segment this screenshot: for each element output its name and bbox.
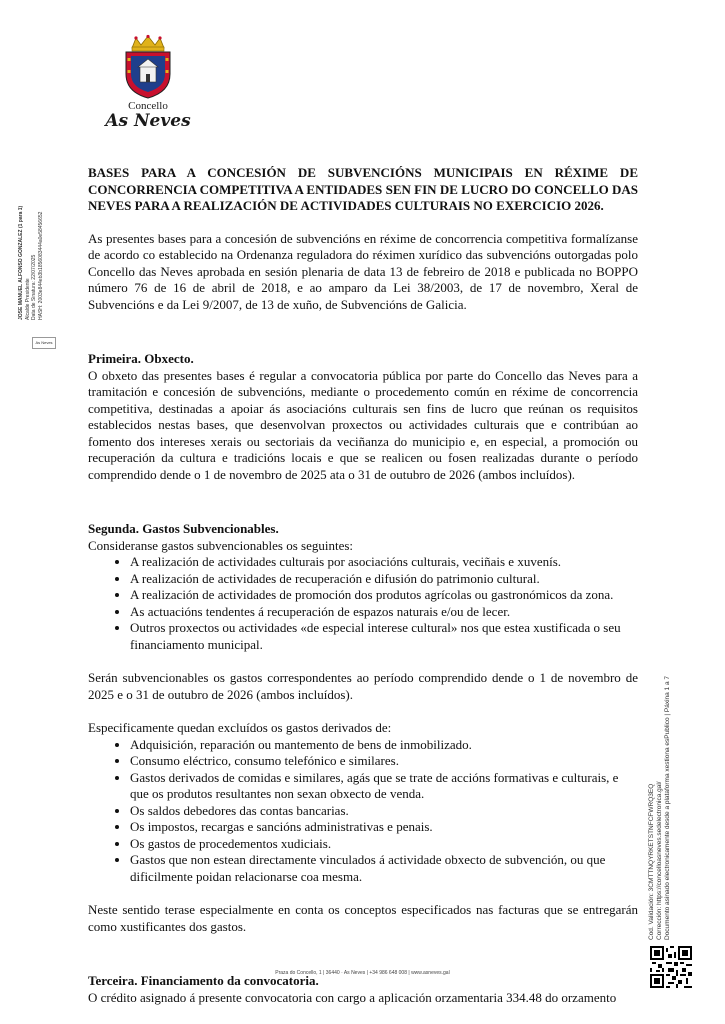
- list-item: • As actuacións tendentes á recuperación de espazos naturais e/ou de lecer.: [130, 604, 638, 621]
- spacer: [88, 483, 638, 521]
- signer-role: Alcalde Presidente: [24, 278, 31, 320]
- validation-url[interactable]: Corrección: https://concelloasneves.sedelectronica.gal/: [656, 781, 663, 940]
- section-heading-segunda: Segunda. Gastos Subvencionables.: [88, 521, 279, 536]
- list-item: • Adquisición, reparación ou mantemento de bens de inmobilizado.: [130, 737, 638, 754]
- coat-of-arms-icon: [118, 34, 178, 100]
- spacer: [88, 935, 638, 973]
- intro-paragraph: As presentes bases para a concesión de subvencións en réxime de concorrencia competitiva formalízanse de acordo co establecido na Ordenanza reguladora do réximen xurídico das subvencións outorgadas polo Concello das Neves aprobada en sesión plenaria de data 13 de febreiro de 2018 e publicada no BOPPO número 76 de 16 de abril de 2018, e ao amparo da Lei 38/2003, de 17 de novembro, Xeral de Subvencións e da Lei 9/2007, de 13 de xuño, de Subvencións de Galicia.: [88, 230, 638, 312]
- document-title: BASES PARA A CONCESIÓN DE SUBVENCIÓNS MUNICIPAIS EN RÉXIME DE CONCORRENCIA COMPETITIVA A ENTIDADES SEN FIN DE LUCRO DO CONCELLO DAS NEVES PARA A REALIZACIÓN DE ACTIVIDADES CULTURAIS NO EXERCICIO 2026.: [88, 165, 638, 213]
- signature-rotated-text: [18, 206, 44, 320]
- logo-text-as-neves: As Neves: [105, 111, 191, 131]
- section-heading-primeira: Primeira. Obxecto.: [88, 351, 194, 366]
- page-footer: Praza do Concello, 1 | 36440 · As Neves | +34 986 648 008 | www.asneves.gal: [275, 970, 450, 976]
- section-text-terceira: O crédito asignado á presente convocatoria con cargo a aplicación orzamentaria 334.48 do orzamento: [88, 989, 617, 1005]
- eligible-expenses-list: [88, 554, 638, 653]
- excluded-expenses-list: [88, 737, 638, 886]
- signature-hash: HASH: 2003e844eb3b1856083444a0e58456652: [37, 211, 44, 320]
- signature-date: Data de Sinatura: 22/07/2025: [31, 254, 37, 320]
- spacer: [88, 703, 638, 720]
- section-heading-terceira: Terceira. Financiamento da convocatoria.: [88, 973, 319, 988]
- list-item: • Outros proxectos ou actividades «de especial interese cultural» nos que estea xustificada o seu financiamento municipal.: [130, 620, 638, 653]
- list-item: • Os saldos debedores das contas bancarias.: [130, 803, 638, 820]
- exclusions-intro: Especificamente quedan excluídos os gastos derivados de:: [88, 720, 392, 735]
- list-item: • A realización de actividades culturais por asociacións culturais, veciñais e xuvenís.: [130, 554, 638, 571]
- section-text-primeira: O obxeto das presentes bases é regular a convocatoria pública por parte do Concello das Neves para a tramitación e concesión de subvencións, mediante o procedemento común en réxime de concorrencia competitiva, destinadas a apoiar ás asociacións culturais sen fins de lucro que reúnan os requisitos establecidos nestas bases, que desenvolvan proxectos ou actividades culturais que e contribúan ao fomento dos intereses xerais ou sectoriais da veciñanza do municipio e, en especial, a promoción ou recuperación da cultura e tradicións locais e que se realicen ou fosen realizadas durante o período comprendido dende o 1 de novembro de 2025 ata o 31 de outubro de 2026 (ambos incluídos).: [88, 367, 638, 482]
- municipal-logo: [100, 34, 196, 134]
- invoice-note-paragraph: Neste sentido terase especialmente en conta os conceptos especificados nas facturas que se entregarán como xustificantes dos gastos.: [88, 902, 638, 934]
- qr-code-icon: [650, 946, 692, 988]
- logo-text-concello: Concello: [128, 100, 168, 112]
- spacer: [88, 653, 638, 670]
- list-item: • A realización de actividades de promoción dos produtos agrícolas ou gastronómicos da zona.: [130, 587, 638, 604]
- validation-code: Cod. Validación: 3CMTTNQYRKETSTNFCFWRQ3EQ: [648, 783, 655, 940]
- spacer: [88, 885, 638, 902]
- list-item: • Consumo eléctrico, consumo telefónico e similares.: [130, 753, 638, 770]
- list-item: • Gastos derivados de comidas e similares, agás que se trate de accións formativas e culturais, e que os produtos resultantes non sexan obxecto de venda.: [130, 770, 638, 803]
- list-item: • Gastos que non estean directamente vinculados á actividade obxecto de subvención, ou que dificilmente poidan relacionarse coa mesma.: [130, 852, 638, 885]
- section-intro-segunda: Consideranse gastos subvencionables os seguintes:: [88, 537, 354, 553]
- list-item: • A realización de actividades de recuperación e difusión do patrimonio cultural.: [130, 571, 638, 588]
- document-body: [88, 165, 638, 1006]
- spacer: [88, 313, 638, 351]
- validation-rotated-text: [648, 676, 672, 940]
- validation-page-info: Documento asinado electronicamente desde a plataforma xestiona esPublico | Páxina 1 a 7: [664, 675, 671, 940]
- signer-name: JOSE MANUEL ALFONSO GONZALEZ (1 para 1): [18, 205, 24, 320]
- signature-block: [18, 205, 88, 380]
- seal-stamp: As Neves: [32, 337, 56, 349]
- period-paragraph: Serán subvencionables os gastos correspondentes ao período comprendido dende o 1 de novembro de 2025 e o 31 de outubro de 2026 (ambos incluídos).: [88, 670, 638, 702]
- list-item: • Os impostos, recargas e sancións administrativas e penais.: [130, 819, 638, 836]
- list-item: • Os gastos de procedementos xudiciais.: [130, 836, 638, 853]
